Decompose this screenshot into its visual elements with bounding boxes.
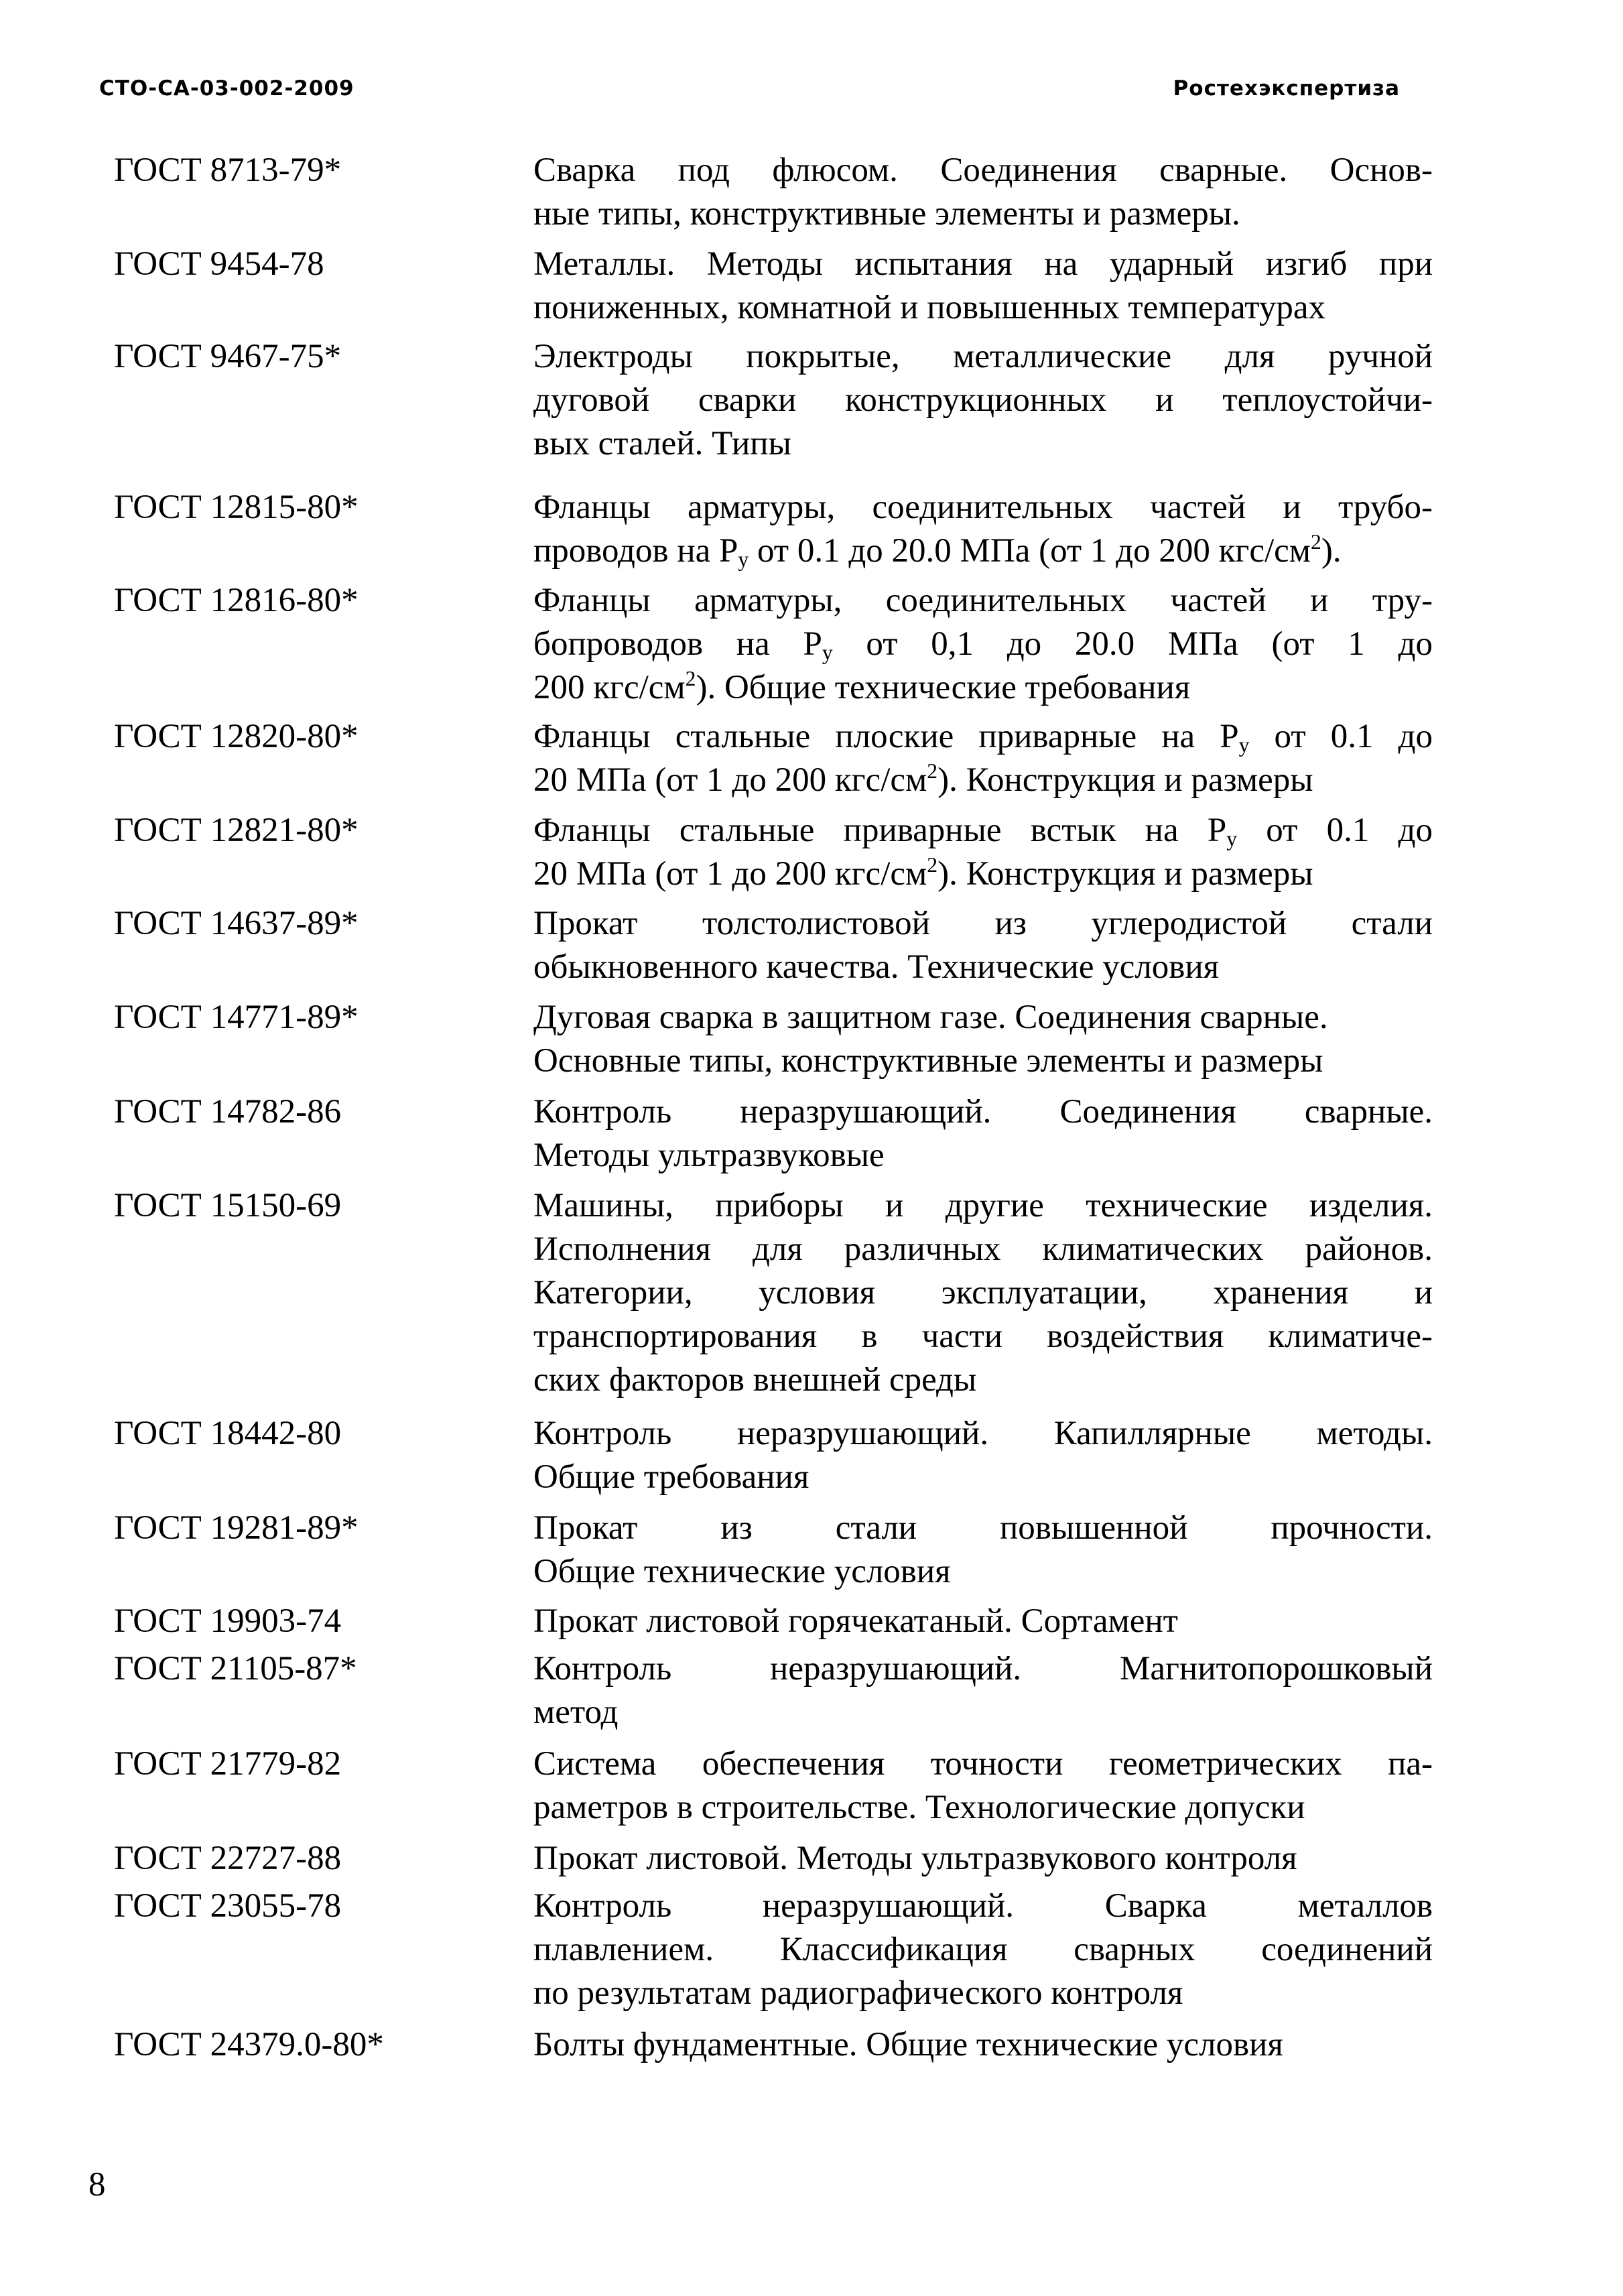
- standard-title: [533, 579, 1433, 710]
- text-run: ). Конструкция и размеры: [937, 761, 1313, 799]
- standard-code: ГОСТ 22727-88: [114, 1840, 342, 1877]
- standard-code: ГОСТ 18442-80: [114, 1415, 342, 1452]
- text-run: ные типы, конструктивные элементы и размеры.: [533, 195, 1240, 233]
- standard-title: [533, 902, 1433, 989]
- standard-title-line: [533, 1315, 1433, 1358]
- standard-code: ГОСТ 9454-78: [114, 245, 324, 283]
- standard-title-line: [533, 1837, 1433, 1880]
- standard-title-line: [533, 809, 1433, 852]
- standard-title-line: [533, 1691, 1433, 1734]
- standard-title: [533, 1837, 1433, 1880]
- standard-title-line: [533, 1600, 1433, 1643]
- standard-title-line: [533, 946, 1433, 989]
- standard-code: ГОСТ 8713-79*: [114, 151, 342, 189]
- standard-title-line: [533, 852, 1433, 896]
- text-run: Прокат толстолистовой из углеродистой стали: [533, 905, 1433, 942]
- text-run: Общие технические условия: [533, 1553, 951, 1590]
- subscript: у: [738, 547, 749, 571]
- standard-title: [533, 1507, 1433, 1594]
- text-run: Основные типы, конструктивные элементы и размеры: [533, 1042, 1323, 1080]
- standard-code: ГОСТ 9467-75*: [114, 338, 342, 375]
- standard-title-line: [533, 1507, 1433, 1550]
- text-run: от 0.1 до: [1249, 718, 1433, 755]
- standard-title: [533, 715, 1433, 802]
- standard-title-line: [533, 666, 1433, 710]
- standard-code: ГОСТ 23055-78: [114, 1887, 342, 1925]
- text-run: дуговой сварки конструкционных и теплоустойчи-: [533, 381, 1433, 419]
- text-run: ). Общие технические требования: [696, 669, 1191, 706]
- standard-title-line: [533, 1456, 1433, 1499]
- standard-code: ГОСТ 19903-74: [114, 1602, 342, 1640]
- text-run: бопроводов на Р: [533, 625, 822, 663]
- text-run: Система обеспечения точности геометрических па-: [533, 1745, 1433, 1783]
- standard-code: ГОСТ 14771-89*: [114, 999, 359, 1036]
- text-run: Болты фундаментные. Общие технические условия: [533, 2026, 1283, 2063]
- standard-code: ГОСТ 15150-69: [114, 1187, 342, 1224]
- superscript: 2: [685, 667, 696, 691]
- standard-title: [533, 486, 1433, 573]
- text-run: ). Конструкция и размеры: [937, 855, 1313, 893]
- standard-title-line: [533, 1358, 1433, 1402]
- text-run: Фланцы стальные плоские приварные на Р: [533, 718, 1239, 755]
- standard-title: [533, 1647, 1433, 1734]
- document-code-header: СТО-СА-03-002-2009: [99, 76, 354, 101]
- text-run: Фланцы стальные приварные встык на Р: [533, 812, 1227, 849]
- standard-title-line: [533, 1412, 1433, 1456]
- text-run: 20 МПа (от 1 до 200 кгс/см: [533, 855, 927, 893]
- standard-title-line: [533, 1228, 1433, 1271]
- standard-title-line: [533, 1550, 1433, 1594]
- standard-code: ГОСТ 12820-80*: [114, 718, 359, 755]
- text-run: 200 кгс/см: [533, 669, 686, 706]
- subscript: у: [822, 640, 833, 664]
- standard-title-line: [533, 996, 1433, 1039]
- text-run: Фланцы арматуры, соединительных частей и тру-: [533, 582, 1433, 619]
- standard-title-line: [533, 1928, 1433, 1972]
- standard-title-line: [533, 579, 1433, 623]
- standard-title-line: [533, 1271, 1433, 1315]
- standard-title: [533, 149, 1433, 236]
- text-run: Машины, приборы и другие технические изделия.: [533, 1187, 1433, 1224]
- superscript: 2: [927, 853, 938, 877]
- standard-code: ГОСТ 12816-80*: [114, 582, 359, 619]
- standard-code: ГОСТ 12815-80*: [114, 489, 359, 526]
- standard-title-line: [533, 1742, 1433, 1786]
- text-run: Металлы. Методы испытания на ударный изгиб при: [533, 245, 1433, 283]
- superscript: 2: [927, 759, 938, 783]
- standard-title-line: [533, 529, 1433, 573]
- standard-code: ГОСТ 24379.0-80*: [114, 2026, 384, 2063]
- text-run: Контроль неразрушающий. Сварка металлов: [533, 1887, 1433, 1925]
- text-run: транспортирования в части воздействия климатиче-: [533, 1318, 1433, 1355]
- standard-code: ГОСТ 19281-89*: [114, 1509, 359, 1547]
- standard-title-line: [533, 192, 1433, 236]
- text-run: Исполнения для различных климатических районов.: [533, 1230, 1433, 1268]
- text-run: Общие требования: [533, 1458, 809, 1496]
- standard-title-line: [533, 715, 1433, 759]
- standard-title-line: [533, 1647, 1433, 1691]
- standard-title: [533, 1600, 1433, 1643]
- standard-title-line: [533, 379, 1433, 422]
- standard-title: [533, 809, 1433, 896]
- superscript: 2: [1311, 530, 1321, 554]
- standard-title-line: [533, 1786, 1433, 1830]
- standard-title-line: [533, 1090, 1433, 1134]
- page-number: 8: [88, 2166, 106, 2204]
- standard-title-line: [533, 623, 1433, 666]
- standard-title-line: [533, 335, 1433, 379]
- text-run: Контроль неразрушающий. Магнитопорошковый: [533, 1650, 1433, 1687]
- text-run: Контроль неразрушающий. Соединения сварные.: [533, 1093, 1433, 1131]
- text-run: Сварка под флюсом. Соединения сварные. Основ-: [533, 151, 1433, 189]
- text-run: 20 МПа (от 1 до 200 кгс/см: [533, 761, 927, 799]
- text-run: плавлением. Классификация сварных соединений: [533, 1931, 1433, 1968]
- text-run: по результатам радиографического контроля: [533, 1974, 1183, 2012]
- standard-title: [533, 1184, 1433, 1402]
- text-run: Прокат листовой. Методы ультразвукового контроля: [533, 1840, 1297, 1877]
- standard-title-line: [533, 243, 1433, 286]
- standard-title: [533, 1742, 1433, 1830]
- standard-title-line: [533, 422, 1433, 466]
- text-run: Электроды покрытые, металлические для ручной: [533, 338, 1433, 375]
- text-run: Методы ультразвуковые: [533, 1137, 885, 1174]
- organization-header: Ростехэкспертиза: [1173, 76, 1400, 101]
- standard-title-line: [533, 1184, 1433, 1228]
- standard-code: ГОСТ 14637-89*: [114, 905, 359, 942]
- text-run: пониженных, комнатной и повышенных температурах: [533, 289, 1326, 326]
- text-run: раметров в строительстве. Технологические допуски: [533, 1789, 1305, 1826]
- standard-title-line: [533, 1972, 1433, 2015]
- subscript: у: [1226, 826, 1238, 850]
- standard-title: [533, 996, 1433, 1083]
- standard-title-line: [533, 2023, 1433, 2067]
- standard-code: ГОСТ 12821-80*: [114, 812, 359, 849]
- standard-title-line: [533, 149, 1433, 192]
- text-run: от 0.1 до: [1237, 812, 1433, 849]
- text-run: Прокат из стали повышенной прочности.: [533, 1509, 1433, 1547]
- standard-title: [533, 1885, 1433, 2015]
- text-run: Контроль неразрушающий. Капиллярные методы.: [533, 1415, 1433, 1452]
- standard-title-line: [533, 1885, 1433, 1928]
- standard-code: ГОСТ 21105-87*: [114, 1650, 357, 1687]
- standard-title-line: [533, 902, 1433, 946]
- standard-title: [533, 2023, 1433, 2067]
- standard-code: ГОСТ 14782-86: [114, 1093, 342, 1131]
- standard-title-line: [533, 1134, 1433, 1177]
- standard-title-line: [533, 1039, 1433, 1083]
- standard-title: [533, 335, 1433, 466]
- text-run: ских факторов внешней среды: [533, 1361, 977, 1399]
- text-run: метод: [533, 1694, 619, 1731]
- standard-title-line: [533, 759, 1433, 802]
- text-run: Категории, условия эксплуатации, хранения и: [533, 1274, 1433, 1312]
- text-run: Дуговая сварка в защитном газе. Соединения сварные.: [533, 999, 1328, 1036]
- standard-code: ГОСТ 21779-82: [114, 1745, 342, 1783]
- standard-title: [533, 1090, 1433, 1177]
- standard-title: [533, 243, 1433, 330]
- text-run: проводов на Р: [533, 532, 738, 570]
- text-run: Фланцы арматуры, соединительных частей и трубо-: [533, 489, 1433, 526]
- standard-title: [533, 1412, 1433, 1499]
- text-run: вых сталей. Типы: [533, 425, 791, 462]
- text-run: от 0,1 до 20.0 МПа (от 1 до: [832, 625, 1433, 663]
- text-run: Прокат листовой горячекатаный. Сортамент: [533, 1602, 1178, 1640]
- standard-title-line: [533, 486, 1433, 529]
- standard-title-line: [533, 286, 1433, 330]
- text-run: ).: [1321, 532, 1342, 570]
- text-run: от 0.1 до 20.0 МПа (от 1 до 200 кгс/см: [749, 532, 1311, 570]
- subscript: у: [1238, 732, 1250, 757]
- text-run: обыкновенного качества. Технические условия: [533, 948, 1220, 986]
